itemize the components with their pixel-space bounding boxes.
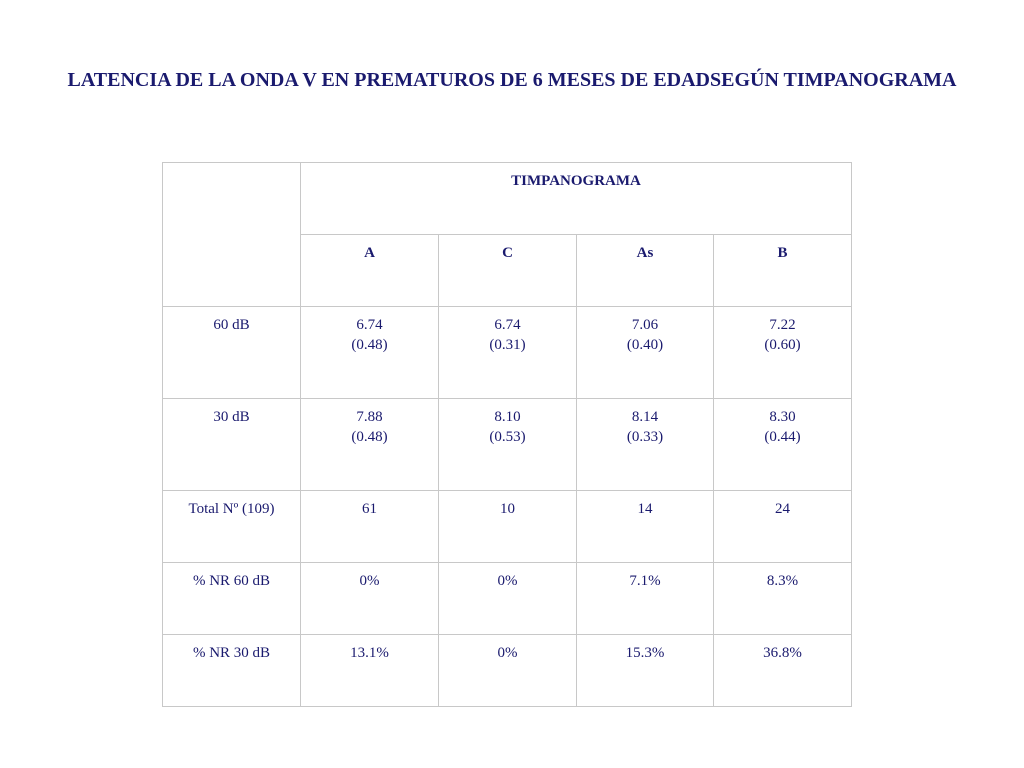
table-cell: 0% (301, 563, 439, 635)
cell-value: 6.74 (494, 317, 521, 333)
column-header: A (301, 235, 439, 307)
table-header-row (163, 163, 852, 235)
table-cell: 13.1% (301, 635, 439, 707)
table-cell: 7.1% (577, 563, 714, 635)
column-header: C (439, 235, 577, 307)
table-row (163, 563, 852, 635)
cell-sd: (0.60) (764, 337, 801, 353)
table-cell: 8.3% (714, 563, 852, 635)
cell-sd: (0.48) (351, 429, 388, 445)
table-cell: 24 (714, 491, 852, 563)
table-cell: 61 (301, 491, 439, 563)
table-row (163, 635, 852, 707)
table-row (163, 491, 852, 563)
cell-sd: (0.48) (351, 337, 388, 353)
row-label: Total Nº (109) (163, 491, 301, 563)
cell-sd: (0.33) (626, 429, 664, 445)
table-cell (577, 399, 714, 491)
table-cell: 0% (439, 563, 577, 635)
latency-table (162, 162, 852, 707)
cell-value: 8.10 (494, 409, 521, 425)
table-cell (577, 307, 714, 399)
table-cell: 0% (439, 635, 577, 707)
table-row (163, 307, 852, 399)
table-cell: 10 (439, 491, 577, 563)
cell-sd: (0.40) (626, 337, 664, 353)
table-cell: 14 (577, 491, 714, 563)
table-cell: 36.8% (714, 635, 852, 707)
cell-value: 8.14 (631, 409, 659, 425)
cell-value: 7.06 (631, 317, 659, 333)
cell-value: 7.88 (356, 409, 383, 425)
table-cell (439, 399, 577, 491)
group-header: TIMPANOGRAMA (301, 163, 852, 235)
cell-value: 8.30 (769, 409, 796, 425)
row-label: % NR 30 dB (163, 635, 301, 707)
row-label: % NR 60 dB (163, 563, 301, 635)
corner-cell (163, 163, 301, 307)
table-cell (714, 399, 852, 491)
table-cell (301, 307, 439, 399)
cell-value: 7.22 (769, 317, 796, 333)
cell-sd: (0.31) (489, 337, 526, 353)
row-label: 30 dB (163, 399, 301, 491)
row-label: 60 dB (163, 307, 301, 399)
column-header: As (577, 235, 714, 307)
column-header: B (714, 235, 852, 307)
cell-value: 6.74 (356, 317, 383, 333)
table-cell: 15.3% (577, 635, 714, 707)
cell-sd: (0.53) (489, 429, 526, 445)
table-cell (439, 307, 577, 399)
cell-sd: (0.44) (764, 429, 801, 445)
table-cell (301, 399, 439, 491)
table-cell (714, 307, 852, 399)
page-title: LATENCIA DE LA ONDA V EN PREMATUROS DE 6 MESES DE EDADSEGÚN TIMPANOGRAMA (67, 69, 957, 91)
table-row (163, 399, 852, 491)
